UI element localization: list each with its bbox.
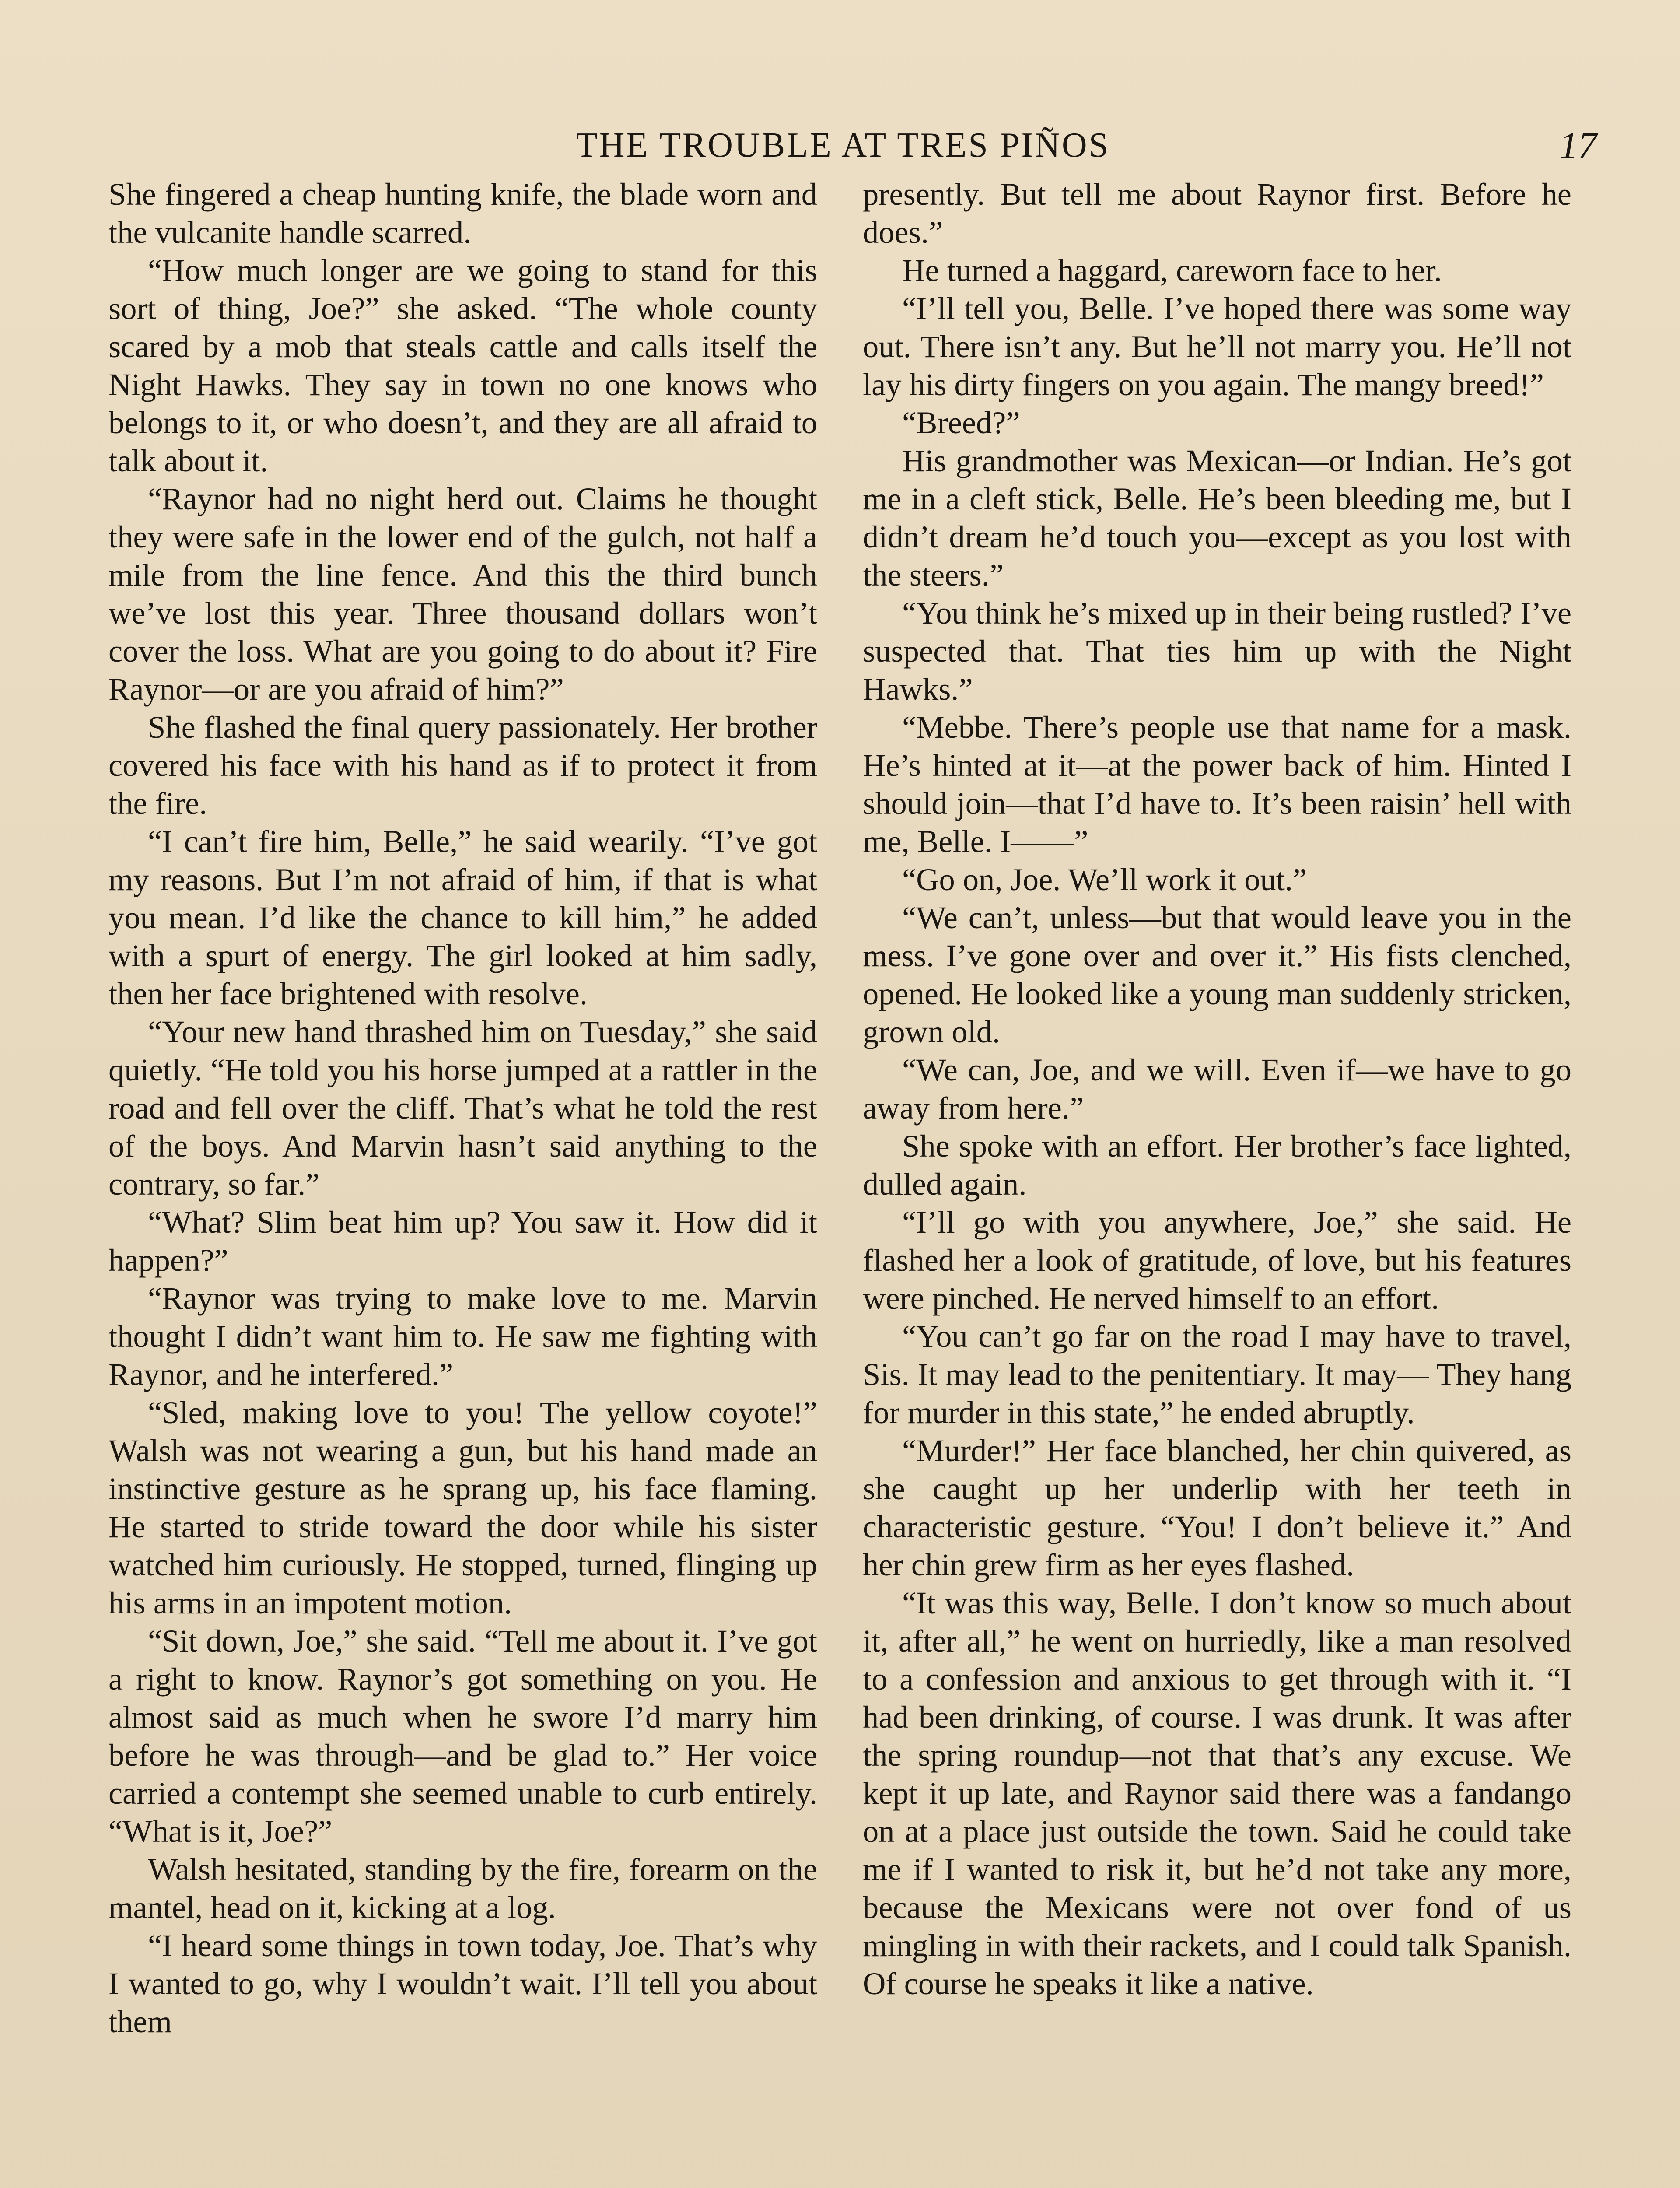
paragraph: “You can’t go far on the road I may have to travel, Sis. It may lead to the penitentiary. It may— They hang for murder in this state,” he ended abruptly. [863, 1318, 1572, 1430]
paragraph: “How much longer are we going to stand for this sort of thing, Joe?” she asked. “The whole county scared by a mob that steals cattle and calls itself the Night Hawks. They say in town no one knows who belongs to it, or who doesn’t, and they are all afraid to talk about it. [108, 252, 817, 478]
left-text-column [108, 175, 817, 2188]
paragraph: “Mebbe. There’s people use that name for a mask. He’s hinted at it—at the power back of him. Hinted I should join—that I’d have to. It’s been raisin’ hell with me, Belle. I——” [863, 709, 1572, 859]
paragraph: “We can’t, unless—but that would leave you in the mess. I’ve gone over and over it.” His fists clenched, opened. He looked like a young man suddenly stricken, grown old. [863, 900, 1572, 1049]
paragraph: “Breed?” [902, 405, 1020, 440]
paragraph: “Raynor had no night herd out. Claims he thought they were safe in the lower end of the gulch, not half a mile from the line fence. And this the third bunch we’ve lost this year. Three thousand dollars won’t cover the loss. What are you going to do about it? Fire Raynor—or are you afraid of him?” [108, 481, 817, 707]
running-head: THE TROUBLE AT TRES PIÑOS [576, 126, 1110, 165]
paragraph: “Murder!” Her face blanched, her chin quivered, as she caught up her underlip with her teeth in characteristic gesture. “You! I don’t believe it.” And her chin grew firm as her eyes flashed. [863, 1433, 1572, 1582]
paragraph: “Sled, making love to you! The yellow coyote!” Walsh was not wearing a gun, but his hand made an instinctive gesture as he sprang up, his face flaming. He started to stride toward the door while his sister watched him curiously. He stopped, turned, flinging up his arms in an impotent motion. [108, 1395, 817, 1620]
paragraph: “I’ll go with you anywhere, Joe,” she said. He flashed her a look of gratitude, of love, but his features were pinched. He nerved himself to an effort. [863, 1204, 1572, 1316]
paragraph: “Sit down, Joe,” she said. “Tell me about it. I’ve got a right to know. Raynor’s got something on you. He almost said as much when he swore I’d marry him before he was through—and be glad to.” Her voice carried a contempt she seemed unable to curb entirely. “What is it, Joe?” [108, 1623, 817, 1849]
paragraph: Walsh hesitated, standing by the fire, forearm on the mantel, head on it, kicking at a log. [108, 1851, 817, 1925]
paragraph: “We can, Joe, and we will. Even if—we have to go away from here.” [863, 1052, 1572, 1126]
page-number: 17 [1559, 124, 1597, 166]
paragraph: His grandmother was Mexican—or Indian. He’s got me in a cleft stick, Belle. He’s been bleeding me, but I didn’t dream he’d touch you—except as you lost with the steers.” [863, 443, 1572, 593]
right-text-column [863, 175, 1572, 2188]
paragraph: presently. But tell me about Raynor first. Before he does.” [863, 176, 1572, 250]
paragraph: She spoke with an effort. Her brother’s face lighted, dulled again. [863, 1128, 1572, 1202]
paragraph: “I heard some things in town today, Joe. That’s why I wanted to go, why I wouldn’t wait. I’ll tell you about them [108, 1928, 817, 2039]
paragraph: She fingered a cheap hunting knife, the blade worn and the vulcanite handle scarred. [108, 176, 817, 250]
paragraph: “You think he’s mixed up in their being rustled? I’ve suspected that. That ties him up with the Night Hawks.” [863, 595, 1572, 707]
paragraph: “Your new hand thrashed him on Tuesday,” she said quietly. “He told you his horse jumped at a rattler in the road and fell over the cliff. That’s what he told the rest of the boys. And Marvin hasn’t said anything to the contrary, so far.” [108, 1014, 817, 1202]
paragraph: “Raynor was trying to make love to me. Marvin thought I didn’t want him to. He saw me fighting with Raynor, and he interfered.” [108, 1280, 817, 1392]
page-header [108, 119, 1597, 172]
paragraph: “I can’t fire him, Belle,” he said wearily. “I’ve got my reasons. But I’m not afraid of him, if that is what you mean. I’d like the chance to kill him,” he added with a spurt of energy. The girl looked at him sadly, then her face brightened with resolve. [108, 824, 817, 1011]
paragraph: “What? Slim beat him up? You saw it. How did it happen?” [108, 1204, 817, 1278]
paragraph: “Go on, Joe. We’ll work it out.” [902, 862, 1307, 897]
paragraph: “I’ll tell you, Belle. I’ve hoped there was some way out. There isn’t any. But he’ll not marry you. He’ll not lay his dirty fingers on you again. The mangy breed!” [863, 291, 1572, 402]
paragraph: He turned a haggard, careworn face to her. [902, 252, 1442, 288]
paragraph: She flashed the final query passionately. Her brother covered his face with his hand as if to protect it from the fire. [108, 709, 817, 821]
paragraph: “It was this way, Belle. I don’t know so much about it, after all,” he went on hurriedly, like a man resolved to a confession and anxious to get through with it. “I had been drinking, of course. I was drunk. It was after the spring roundup—not that that’s any excuse. We kept it up late, and Raynor said there was a fandango on at a place just outside the town. Said he could take me if I wanted to risk it, but he’d not take any more, because the Mexicans were not over fond of us mingling in with their rackets, and I could talk Spanish. Of course he speaks it like a native. [863, 1585, 1572, 2001]
